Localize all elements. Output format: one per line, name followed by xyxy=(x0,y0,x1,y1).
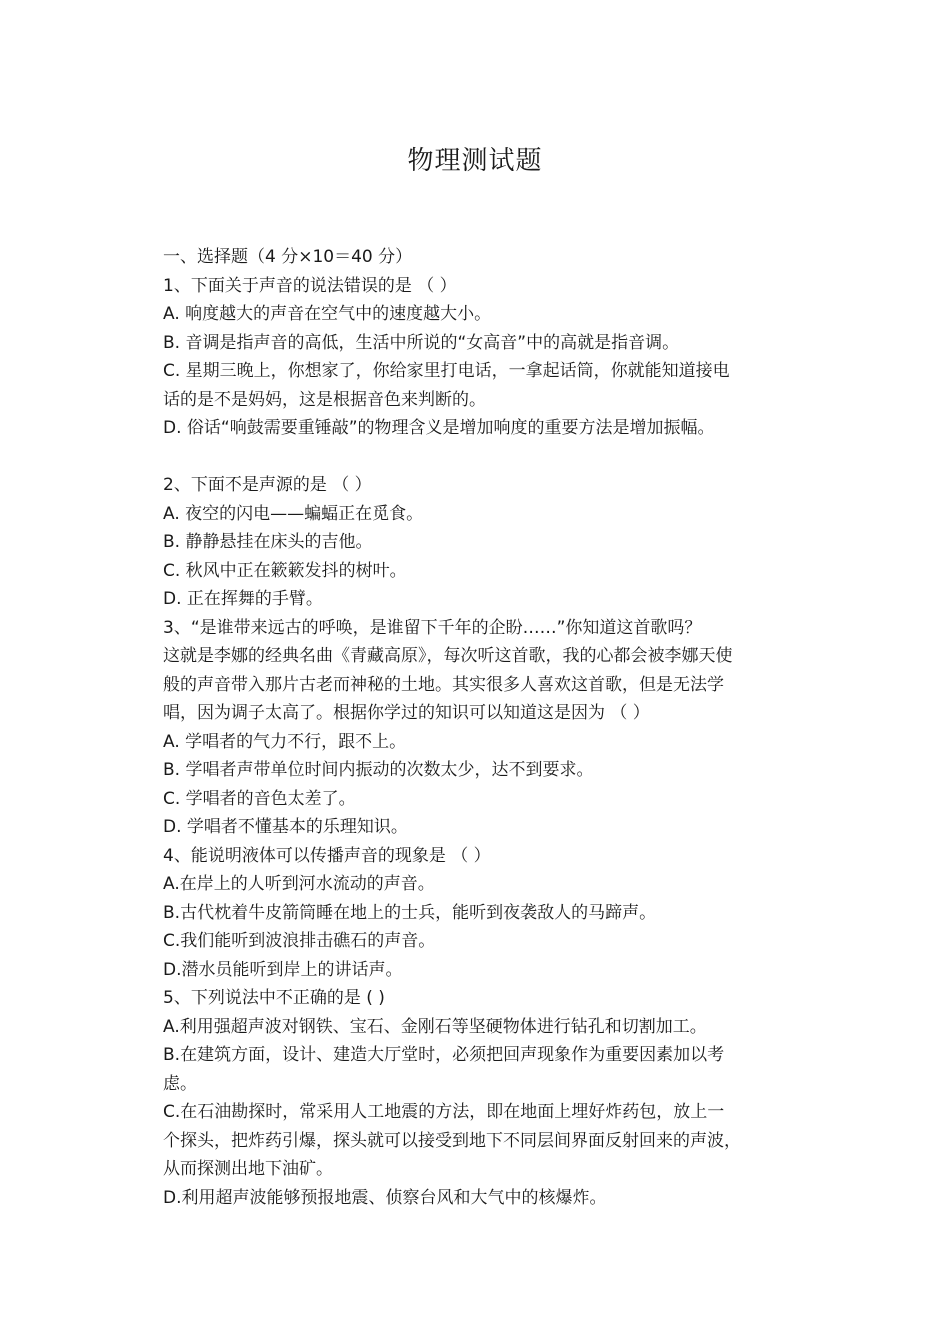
option-c-continued: 话的是不是妈妈，这是根据音色来判断的。 xyxy=(163,389,486,410)
option-c: C. 学唱者的音色太差了。 xyxy=(163,788,356,809)
question-stem: 3、“是谁带来远古的呼唤，是谁留下千年的企盼……”你知道这首歌吗？ xyxy=(163,617,702,638)
option-c: C. 星期三晚上，你想家了，你给家里打电话，一拿起话筒，你就能知道接电 xyxy=(163,361,730,381)
option-a: A.在岸上的人听到河水流动的声音。 xyxy=(163,874,435,894)
option-b: B.古代枕着牛皮箭筒睡在地上的士兵，能听到夜袭敌人的马蹄声。 xyxy=(163,902,657,923)
option-d: D. 正在挥舞的手臂。 xyxy=(163,589,323,609)
question-stem-continued: 这就是李娜的经典名曲《青藏高原》，每次听这首歌，我的心都会被李娜天使 xyxy=(163,646,733,666)
option-c: C.在石油勘探时，常采用人工地震的方法，即在地面上埋好炸药包，放上一 xyxy=(163,1102,725,1122)
question-stem-continued: 般的声音带入那片古老而神秘的土地。其实很多人喜欢这首歌，但是无法学 xyxy=(163,674,724,695)
question-content xyxy=(163,243,803,1212)
question-3 xyxy=(163,614,803,842)
question-1 xyxy=(163,272,803,443)
option-b: B. 音调是指声音的高低，生活中所说的“女高音”中的高就是指音调。 xyxy=(163,332,680,353)
option-c: C. 秋风中正在簌簌发抖的树叶。 xyxy=(163,560,407,581)
option-a: A. 学唱者的气力不行，跟不上。 xyxy=(163,731,407,752)
question-stem: 2、下面不是声源的是 （ ） xyxy=(163,475,372,495)
option-a: A.利用强超声波对钢铁、宝石、金刚石等坚硬物体进行钻孔和切割加工。 xyxy=(163,1016,707,1037)
option-a: A. 夜空的闪电——蝙蝠正在觅食。 xyxy=(163,503,424,524)
option-b: B.在建筑方面，设计、建造大厅堂时，必须把回声现象作为重要因素加以考 xyxy=(163,1045,725,1065)
section-header: 一、选择题（4 分×10＝40 分） xyxy=(163,247,413,267)
option-c: C.我们能听到波浪排击礁石的声音。 xyxy=(163,931,436,951)
option-b: B. 静静悬挂在床头的吉他。 xyxy=(163,532,373,552)
option-d: D.利用超声波能够预报地震、侦察台风和大气中的核爆炸。 xyxy=(163,1187,607,1208)
question-4 xyxy=(163,842,803,985)
question-2 xyxy=(163,471,803,614)
option-d: D.潜水员能听到岸上的讲话声。 xyxy=(163,959,403,980)
question-stem: 4、能说明液体可以传播声音的现象是 （ ） xyxy=(163,845,491,866)
option-d: D. 俗话“响鼓需要重锤敲”的物理含义是增加响度的重要方法是增加振幅。 xyxy=(163,418,715,438)
question-stem-continued: 唱，因为调子太高了。根据你学过的知识可以知道这是因为 （ ） xyxy=(163,703,650,723)
question-5 xyxy=(163,984,803,1212)
option-b: B. 学唱者声带单位时间内振动的次数太少，达不到要求。 xyxy=(163,760,594,780)
option-d: D. 学唱者不懂基本的乐理知识。 xyxy=(163,817,408,837)
question-stem: 1、下面关于声音的说法错误的是 （ ） xyxy=(163,275,457,296)
option-c-continued: 从而探测出地下油矿。 xyxy=(163,1159,333,1179)
spacer xyxy=(163,443,803,472)
option-a: A. 响度越大的声音在空气中的速度越大小。 xyxy=(163,304,492,324)
question-stem: 5、下列说法中不正确的是 ( ) xyxy=(163,988,385,1008)
page-title: 物理测试题 xyxy=(407,146,543,176)
option-b-continued: 虑。 xyxy=(163,1073,197,1094)
option-c-continued: 个探头，把炸药引爆，探头就可以接受到地下不同层间界面反射回来的声波， xyxy=(163,1130,741,1151)
